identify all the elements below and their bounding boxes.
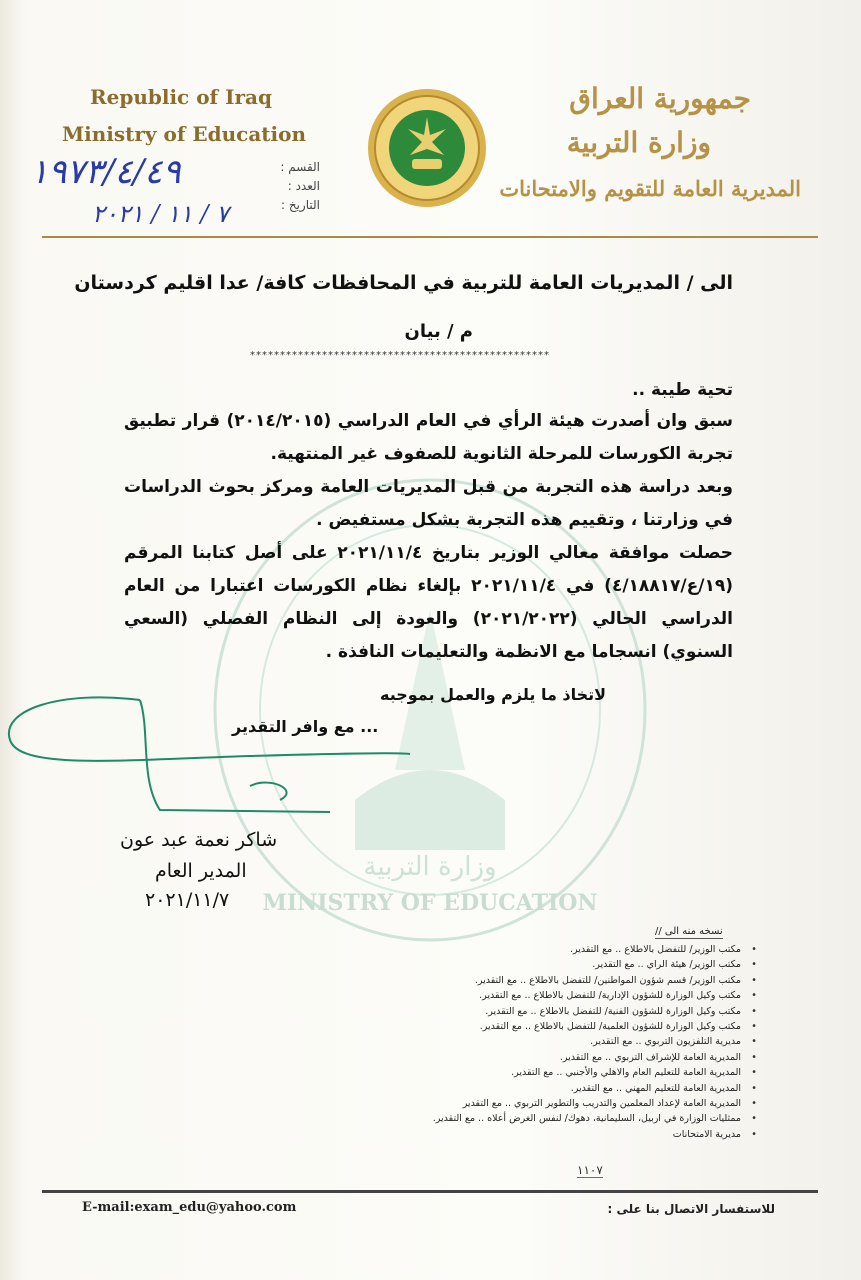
list-item: • مكتب الوزير/ هيئة الراي .. مع التقدير. <box>321 957 761 972</box>
field-labels <box>240 158 320 215</box>
field-date-label: التاريخ : <box>280 198 320 212</box>
signature-scribble <box>0 690 420 830</box>
header-en-line1: Republic of Iraq <box>90 85 272 109</box>
list-item: • مكتب وكيل الوزارة للشؤون الإدارية/ للتفضل بالاطلاع .. مع التقدير. <box>321 988 761 1003</box>
header-ar-line1: جمهورية العراق <box>569 82 751 115</box>
signatory-name: شاكر نعمة عبد عون <box>120 829 278 851</box>
letter-greeting: تحية طيبة .. <box>632 380 733 400</box>
list-item: • ممثليات الوزارة في اربيل، السليمانية، دهوك/ لنفس الغرض أعلاه .. مع التقدير. <box>321 1111 761 1126</box>
field-section-label: القسم : <box>280 160 320 174</box>
letter-stars: ************************************************** <box>250 350 550 361</box>
list-item: • مكتب وكيل الوزارة للشؤون الفنية/ للتفضل بالاطلاع .. مع التقدير. <box>321 1004 761 1019</box>
footer-contact: للاستفسار الاتصال بنا على : <box>607 1202 775 1216</box>
header-en-line2: Ministry of Education <box>62 122 307 146</box>
header-ar-line3: المديرية العامة للتقويم والامتحانات <box>499 176 801 201</box>
footer-divider <box>42 1190 818 1193</box>
letter-regards: ... مع وافر التقدير <box>232 717 379 736</box>
list-item: • المديرية العامة للتعليم المهني .. مع التقدير. <box>321 1081 761 1096</box>
list-item: • مديرية التلفزيون التربوي .. مع التقدير. <box>321 1034 761 1049</box>
letter-paragraph: وبعد دراسة هذه التجربة من قبل المديريات العامة ومركز بحوث الدراسات في وزارتنا ، وتقييم هذه التجربة بشكل مستفيض . <box>124 477 733 530</box>
letter-recipient: الى / المديريات العامة للتربية في المحافظات كافة/ عدا اقليم كردستان <box>74 272 733 294</box>
handwritten-date: ٧ / ١١ / ٢٠٢١ <box>92 200 229 228</box>
list-item: • مكتب الوزير/ قسم شؤون المواطنين/ للتفضل بالاطلاع .. مع التقدير. <box>321 973 761 988</box>
list-item: • مكتب وكيل الوزارة للشؤون العلمية/ للتفضل بالاطلاع .. مع التقدير. <box>321 1019 761 1034</box>
watermark-seal-arabic: وزارة التربية <box>363 852 497 882</box>
cc-heading: نسخه منه الى // <box>655 926 723 937</box>
cc-list <box>321 942 761 1142</box>
signature-date: ٢٠٢١/١١/٧ <box>145 889 230 911</box>
list-item: • مكتب الوزير/ للتفضل بالاطلاع .. مع التقدير. <box>321 942 761 957</box>
cc-handwritten-code: ١١٠٧ <box>577 1163 603 1177</box>
list-item: • المديرية العامة للإشراف التربوي .. مع التقدير. <box>321 1050 761 1065</box>
list-item: • مديرية الامتحانات <box>321 1127 761 1142</box>
letter-action: لاتخاذ ما يلزم والعمل بموجبه <box>380 685 607 704</box>
field-number-label: العدد : <box>287 179 320 193</box>
list-item: • المديرية العامة لإعداد المعلمين والتدريب والتطوير التربوي .. مع التقدير <box>321 1096 761 1111</box>
signatory-title: المدير العام <box>155 860 247 882</box>
letter-paragraph: حصلت موافقة معالي الوزير بتاريخ ٢٠٢١/١١/٤ على أصل كتابنا المرقم (١٩/ع/٤/١٨٨١٧) في ٢٠٢١/١١/٤ بإلغاء نظام الكورسات اعتبارا من العام الدراسي الحالي (٢٠٢١/٢٠٢٢) والعودة إلى النظام الفصلي (السعي السنوي) انسجاما مع الانظمة والتعليمات النافذة . <box>124 543 733 662</box>
letter-subject: م / بيان <box>404 321 473 342</box>
list-item: • المديرية العامة للتعليم العام والاهلي والأجنبي .. مع التقدير. <box>321 1065 761 1080</box>
handwritten-number: ١٩٧٣/٤/٤٩ <box>30 152 181 192</box>
letter-paragraph: سبق وان أصدرت هيئة الرأي في العام الدراسي (٢٠١٤/٢٠١٥) قرار تطبيق تجربة الكورسات للمرحلة الثانوية للصفوف غير المنتهية. <box>124 411 734 464</box>
letter-body <box>124 405 733 669</box>
watermark-seal-text: MINISTRY OF EDUCATION <box>262 890 598 916</box>
header-ar-line2: وزارة التربية <box>566 126 711 159</box>
header-divider <box>42 236 818 238</box>
ministry-emblem <box>366 87 488 209</box>
footer-email: E-mail:exam_edu@yahoo.com <box>82 1200 297 1215</box>
